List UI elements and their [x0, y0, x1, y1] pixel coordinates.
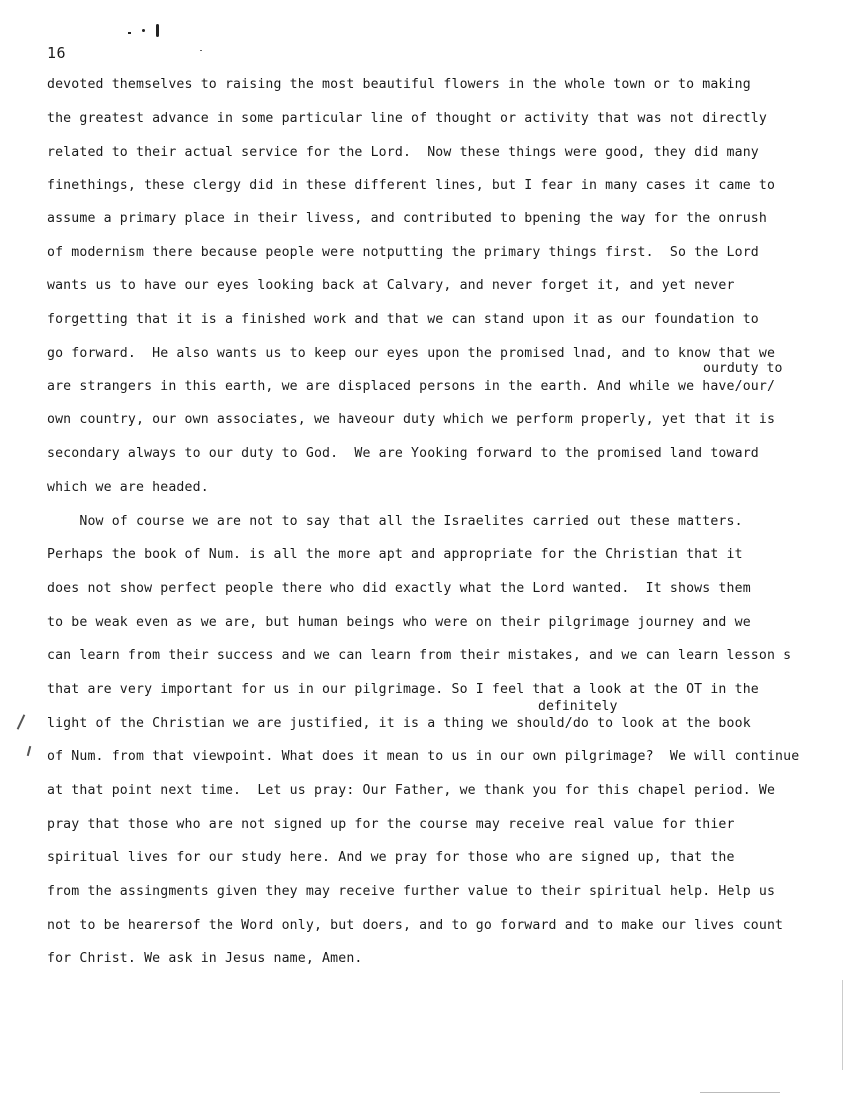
text-line: the greatest advance in some particular line of thought or activity that was not directly — [47, 111, 767, 126]
text-line: devoted themselves to raising the most beautiful flowers in the whole town or to making — [47, 77, 751, 92]
text-line: can learn from their success and we can learn from their mistakes, and we can learn lesson s — [47, 648, 792, 663]
text-line: at that point next time. Let us pray: Our Father, we thank you for this chapel period. We — [47, 783, 776, 798]
ink-speck — [128, 32, 131, 34]
interlinear-insertion: ourduty to — [703, 361, 783, 376]
text-line: assume a primary place in their livess, and contributed to bpening the way for the onrush — [47, 211, 767, 226]
text-line: light of the Christian we are justified, it is a thing we should/do to look at the book — [47, 716, 751, 731]
text-line: to be weak even as we are, but human beings who were on their pilgrimage journey and we — [47, 615, 751, 630]
text-line: Perhaps the book of Num. is all the more apt and appropriate for the Christian that it — [47, 547, 743, 562]
text-line: from the assingments given they may receive further value to their spiritual help. Help us — [47, 884, 776, 899]
text-line: spiritual lives for our study here. And we pray for those who are signed up, that the — [47, 850, 735, 865]
ink-speck — [156, 24, 159, 37]
margin-mark — [17, 714, 26, 729]
text-line: of modernism there because people were notputting the primary things first. So the Lord — [47, 245, 759, 260]
page-number: 16 — [47, 44, 67, 62]
text-line: finethings, these clergy did in these different lines, but I fear in many cases it came to — [47, 178, 776, 193]
page-edge-mark — [700, 1092, 780, 1093]
margin-mark — [27, 746, 32, 756]
text-line: that are very important for us in our pilgrimage. So I feel that a look at the OT in the — [47, 682, 759, 697]
text-line: forgetting that it is a finished work and that we can stand upon it as our foundation to — [47, 312, 759, 327]
interlinear-insertion: definitely — [538, 699, 618, 714]
text-line: of Num. from that viewpoint. What does it mean to us in our own pilgrimage? We will continue — [47, 749, 800, 764]
text-line: does not show perfect people there who did exactly what the Lord wanted. It shows them — [47, 581, 751, 596]
text-line: not to be hearersof the Word only, but doers, and to go forward and to make our lives count — [47, 918, 784, 933]
text-line: Now of course we are not to say that all the Israelites carried out these matters. — [47, 514, 743, 529]
text-line: go forward. He also wants us to keep our eyes upon the promised lnad, and to know that we — [47, 346, 776, 361]
text-line: related to their actual service for the Lord. Now these things were good, they did many — [47, 145, 759, 160]
text-line: for Christ. We ask in Jesus name, Amen. — [47, 951, 363, 966]
text-line: pray that those who are not signed up for the course may receive real value for thier — [47, 817, 735, 832]
text-line: are strangers in this earth, we are displaced persons in the earth. And while we have/our/ — [47, 379, 776, 394]
text-line: own country, our own associates, we haveour duty which we perform properly, yet that it is — [47, 412, 776, 427]
ink-speck — [200, 50, 202, 51]
text-line: secondary always to our duty to God. We are Yooking forward to the promised land toward — [47, 446, 759, 461]
text-line: which we are headed. — [47, 480, 209, 495]
page-edge-mark — [842, 980, 843, 1070]
text-line: wants us to have our eyes looking back at Calvary, and never forget it, and yet never — [47, 278, 735, 293]
ink-speck — [142, 29, 145, 32]
